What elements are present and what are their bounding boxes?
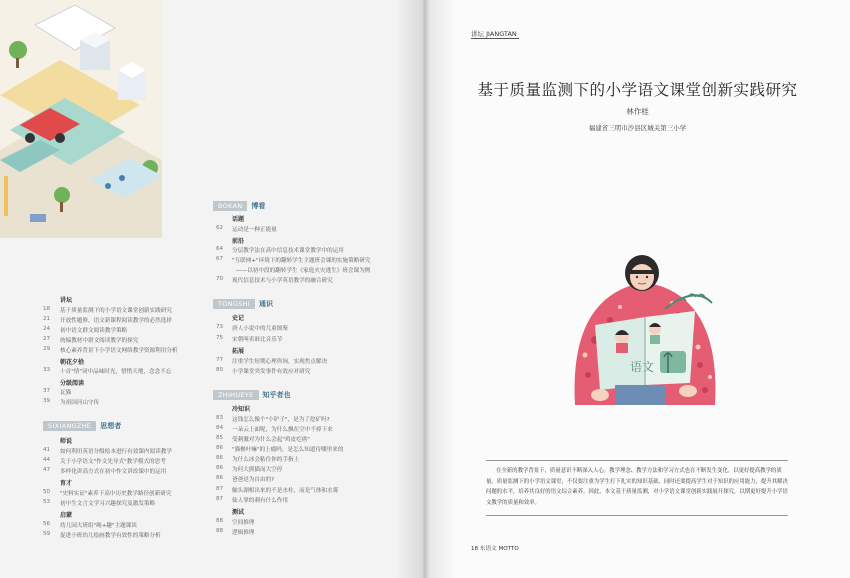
section-cn-label: 思想者 xyxy=(100,422,122,430)
toc-entry[interactable]: 为何大熊猫而大空停 xyxy=(232,467,283,473)
toc-page-number: 62 xyxy=(216,225,224,231)
toc-page-number: 73 xyxy=(216,324,224,330)
abstract-text: 在全新的教学背景下，质量意识不断深入人心。教学理念、教学方法和学习方式也在不断发生变化。以更好提高教学的质量。质量监测下的小学语文课堂，不仅要注重为学生打下扎实的知识基础，同时还要提高学生对于知识的应用能力，提升其解决问题的水平，培养其良好的语文综合素养。因此，本文基于质量监测，对小学语文课堂创新实践展开探究，以期更好提升小学语文教学的质量和效率。 xyxy=(486,468,788,506)
toc-page-number: 75 xyxy=(216,335,224,341)
toc-page-number: 88 xyxy=(216,518,224,524)
toc-page-number: 85 xyxy=(216,435,224,441)
toc-subsection: 分级阅读 xyxy=(60,380,85,387)
toc-page-number: 70 xyxy=(216,276,224,282)
section-cn-label: 知乎者也 xyxy=(262,391,291,399)
toc-entry[interactable]: 为祖国河山守传 xyxy=(60,400,100,406)
toc-entry[interactable]: 触头湖相出来的不是水柱，而是气体和水雾 xyxy=(232,488,339,494)
isometric-city-illustration xyxy=(0,0,162,238)
toc-page-number: 67 xyxy=(216,256,224,262)
toc-entry[interactable]: 关于小学语文"作文先导式"教学模式的思考 xyxy=(60,459,166,465)
article-affiliation: 福建省三明市沙县区城关第三小学 xyxy=(588,124,687,132)
toc-page-number: 87 xyxy=(216,496,224,502)
toc-entry[interactable]: 小学课堂突发事件有效应对研究 xyxy=(232,369,311,375)
toc-page-number: 86 xyxy=(216,475,224,481)
abstract-box xyxy=(486,460,788,516)
toc-page-number: 86 xyxy=(216,465,224,471)
toc-entry[interactable]: 这钱怎么像个"小铲子"，是为了挖矿吗? xyxy=(232,417,330,423)
section-en-label: ZHIHUEYE xyxy=(213,390,259,400)
toc-page-number: 59 xyxy=(43,531,51,537)
toc-entry[interactable]: 一朵云上面呢，为什么飘在空中不掉下来 xyxy=(232,427,333,433)
toc-subsection: 育才 xyxy=(60,480,73,487)
toc-entry[interactable]: 空间推理 xyxy=(232,520,255,526)
article-author: 林作桂 xyxy=(626,107,649,116)
toc-entry-continuation: ——以初中段的翻转学生《家庭火灾逃生》班会课为例 xyxy=(236,268,371,274)
toc-entry[interactable]: 开放性题修，语文新课程阅读教学的必然选择 xyxy=(60,318,172,324)
toc-entry[interactable]: 促进小班幼儿绘画教学有效性的策略分析 xyxy=(60,533,161,539)
toc-subsection: 冷知识 xyxy=(232,406,251,413)
toc-page-number: 41 xyxy=(43,447,51,453)
toc-entry[interactable]: 统编教材中群文阅读教学的探究 xyxy=(60,338,139,344)
toc-subsection: 话题 xyxy=(232,216,245,223)
article-title: 基于质量监测下的小学语文课堂创新实践研究 xyxy=(477,81,798,99)
toc-page-number: 29 xyxy=(43,346,51,352)
toc-entry[interactable]: 唐人小说中的儿童图鉴 xyxy=(232,326,288,332)
book-cover-text: 语文 xyxy=(630,360,655,374)
toc-subsection: 启蒙 xyxy=(60,512,73,519)
section-header-zhihuzheye xyxy=(213,390,291,400)
page-footer: 18 东语文 MOTTO xyxy=(471,546,519,552)
toc-page-number: 47 xyxy=(43,467,51,473)
section-cn-label: 博看 xyxy=(251,202,266,210)
toc-page-number: 86 xyxy=(216,455,224,461)
toc-entry[interactable]: 多样化讲高方式在初中作文讲改课中的运用 xyxy=(60,469,167,475)
toc-entry[interactable]: 运动是一种正能量 xyxy=(232,227,277,233)
section-en-label: SIXIANGZHE xyxy=(43,421,96,431)
toc-page-number: 88 xyxy=(216,528,224,534)
toc-subsection: 测试 xyxy=(232,509,245,516)
toc-entry[interactable]: "史料实证"素养下高中历史教学路径创新研究 xyxy=(60,491,172,497)
toc-entry[interactable]: 如何利用英语分级绘本进行有效课内阅读教学 xyxy=(60,449,172,455)
toc-page-number: 27 xyxy=(43,336,51,342)
toc-subsection: 拓展 xyxy=(232,348,245,355)
toc-page-number: 80 xyxy=(216,367,224,373)
toc-entry[interactable]: 爸爸是为自由的? xyxy=(232,477,275,483)
toc-page-number: 86 xyxy=(216,445,224,451)
section-header-bokan xyxy=(213,201,265,211)
running-head: 讲坛 JIANGTAN xyxy=(471,30,517,38)
toc-entry[interactable]: "互联网+"环境下的翻转学生主题班会课的实施策略研究 xyxy=(232,258,371,264)
toc-entry[interactable]: 仙人掌的刺有什么作用 xyxy=(232,498,288,504)
toc-page-number: 33 xyxy=(43,367,51,373)
toc-page-number: 24 xyxy=(43,326,51,332)
toc-entry[interactable]: 现代信息技术与小学英语教学的融合研究 xyxy=(232,278,333,284)
toc-page-number: 18 xyxy=(43,306,51,312)
toc-entry[interactable]: 初中生文言文学习兴趣探究及激发策略 xyxy=(60,501,156,507)
toc-page-number: 53 xyxy=(43,499,51,505)
section-en-label: BOKAN xyxy=(213,201,247,211)
toc-entry[interactable]: 瓦猫 xyxy=(60,390,72,396)
toc-subsection: 史记 xyxy=(232,315,245,322)
toc-page-number: 83 xyxy=(216,415,224,421)
section-header-sixiangzhe xyxy=(43,421,121,431)
toc-page-number: 37 xyxy=(43,388,51,394)
toc-entry[interactable]: 基于质量监测下的小学语文课堂创新实践研究 xyxy=(60,308,172,314)
toc-page-number: 64 xyxy=(216,246,224,252)
toc-page-number: 84 xyxy=(216,425,224,431)
toc-subsection: 朝花夕拾 xyxy=(60,359,85,366)
section-header-tongshi xyxy=(213,299,273,309)
section-en-label: TONGSHI xyxy=(213,299,255,309)
toc-page-number: 56 xyxy=(43,521,51,527)
toc-page-number: 39 xyxy=(43,398,51,404)
running-head-rule xyxy=(471,38,519,39)
section-cn-label: 通识 xyxy=(259,300,274,308)
toc-entry[interactable]: 初中语文群文阅读教学策略 xyxy=(60,328,128,334)
toc-page-number: 87 xyxy=(216,486,224,492)
toc-entry[interactable]: 幼儿园大班组"绳+趣"主题课谈 xyxy=(60,523,137,529)
girl-reading-illustration xyxy=(560,245,730,410)
toc-entry[interactable]: 十首"情"词中品味时光，惜惜天地，念念不忘 xyxy=(60,369,172,375)
toc-subsection: 师说 xyxy=(60,438,73,445)
toc-page-number: 21 xyxy=(43,316,51,322)
toc-entry[interactable]: "猫榧叶嘛"的上瘾吗，是怎么知道待哪里来的 xyxy=(232,447,344,453)
toc-page-number: 44 xyxy=(43,457,51,463)
toc-entry[interactable]: 分层教学法在高中信息技术课堂教学中的运用 xyxy=(232,248,344,254)
toc-entry[interactable]: 宋朝叫卖谁比音乐节 xyxy=(232,337,283,343)
toc-entry[interactable]: 为什么冰会粘住你的手指上 xyxy=(232,457,300,463)
toc-subsection: 前沿 xyxy=(232,238,245,245)
toc-entry[interactable]: 逻辑推理 xyxy=(232,530,255,536)
toc-page-number: 50 xyxy=(43,489,51,495)
toc-entry[interactable]: 注重学生短期心理咨询，实现焦点解决 xyxy=(232,359,328,365)
toc-entry[interactable]: 受刺激对为什么会起"鸡皮疙瘩" xyxy=(232,437,310,443)
toc-page-number: 77 xyxy=(216,357,224,363)
toc-entry[interactable]: 核心素养背景下小学语文网络教学资源利用分析 xyxy=(60,348,178,354)
toc-subsection: 讲坛 xyxy=(60,297,73,304)
